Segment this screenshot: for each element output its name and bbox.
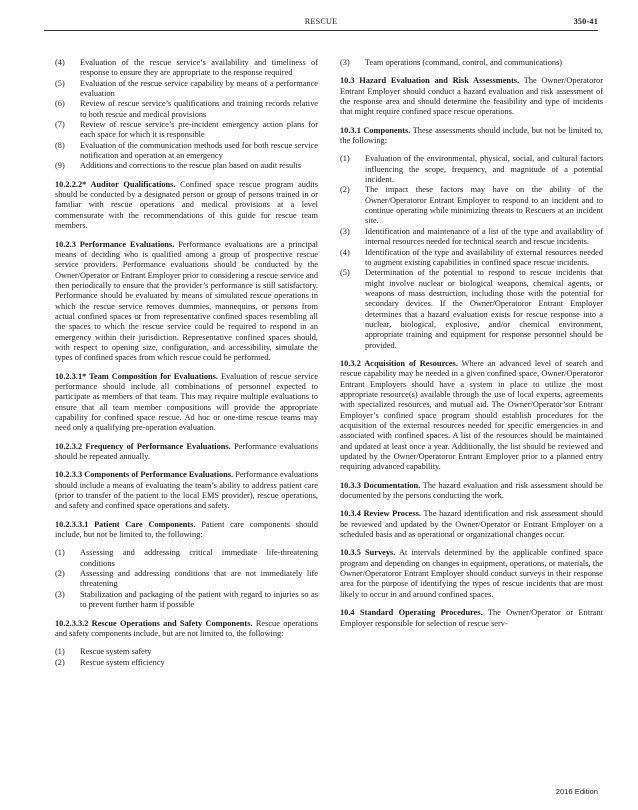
list-item-number: (5)	[340, 268, 350, 278]
list-item	[340, 248, 603, 269]
list-item	[55, 647, 318, 657]
list-item-number: (3)	[55, 589, 65, 599]
list-item-text: Identification of the type and availability of external resources needed to augment existing capabilities in confined space rescue incidents.	[365, 247, 603, 267]
list-item	[340, 185, 603, 226]
list-item-text: Stabilization and packaging of the patient with regard to injuries so as to prevent further harm if possible	[80, 589, 318, 610]
list-item	[55, 590, 318, 611]
list-item-number: (1)	[340, 154, 350, 164]
list-item	[55, 141, 318, 162]
page-number: 350-41	[573, 17, 598, 26]
list-item-text: Evaluation of the rescue service’s availability and timeliness of response to ensure they are appropriate to the response required	[80, 58, 318, 78]
section-10-2-3-2: 10.2.3.2 Frequency of Performance Evaluations. Performance evaluations should be repeated annually.	[55, 441, 319, 462]
list-item-number: (4)	[55, 58, 65, 67]
edition-footer: 2016 Edition	[555, 787, 598, 796]
section-10-3-2: 10.3.2 Acquisition of Resources. Where an advanced level of search and rescue capability may be needed in a given confined space, Owner/Operatoror Entrant Employers should have a system in place to utilize the most appropriate resource(s) available through the use of local experts, agreements with specialized resources, and mutual aid. The Owner/Operator’sor Entrant Employer’s confined space program should establish procedures for the acquisition of the external resources needed for specific emergencies in and associated with confined spaces. A list of the resources should be maintained and updated at least once a year. Additionally, the list should be reviewed and updated by the Owner/Operatoror Entrant Employer prior to a planned entry requiring advanced capability.	[340, 358, 603, 472]
page-header	[44, 17, 598, 31]
left-column	[55, 58, 318, 676]
list-item-number: (1)	[55, 548, 65, 558]
section-10-2-3-3-2: 10.2.3.3.2 Rescue Operations and Safety Components. Rescue operations and safety components include, but are not limited to, the following:	[55, 618, 318, 638]
list-item-text: Evaluation of the rescue service capability by means of a performance evaluation	[80, 78, 318, 99]
list-item	[55, 569, 318, 590]
list-item-number: (2)	[55, 657, 65, 667]
section-10-2-3-3: 10.2.3.3 Components of Performance Evaluations. Performance evaluations should include a means of evaluating the team’s ability to address patient care (prior to transfer of the patient to the local EMS provider), rescue operations, and safety and confined space operations and safety.	[55, 470, 318, 511]
list-item-text: Additions and corrections to the rescue plan based on audit results	[80, 161, 302, 171]
list-item-number: (6)	[55, 99, 65, 109]
list-item-number: (2)	[55, 569, 65, 579]
list-item-number: (4)	[340, 247, 350, 257]
list-item	[55, 58, 318, 79]
list-item-text: Rescue system safety	[80, 647, 152, 657]
patient-care-list	[55, 548, 318, 610]
list-item-text: Team operations (command, control, and communications)	[365, 58, 563, 67]
list-item-number: (1)	[55, 647, 65, 657]
list-item	[55, 161, 318, 171]
list-item	[340, 58, 603, 68]
header-rule	[44, 30, 598, 31]
list-item-text: Assessing and addressing critical immediate life-threatening conditions	[80, 548, 318, 568]
running-title: RESCUE	[304, 17, 338, 26]
list-item-text: Review of rescue service’s qualifications and training records relative to both rescue and medical provisions	[80, 99, 318, 119]
section-10-3-3: 10.3.3 Documentation. The hazard evaluation and risk assessment should be documented by the persons conducting the work.	[340, 480, 604, 501]
section-10-3-4: 10.3.4 Review Process. The hazard identification and risk assessment should be reviewed and updated by the Owner/Operator or Entrant Employer on a scheduled basis and as operational or organizational changes occur.	[340, 509, 603, 540]
section-10-2-3-3-1: 10.2.3.3.1 Patient Care Components. Patient care components should include, but not be limited to, the following:	[55, 519, 318, 540]
list-item-number: (5)	[55, 78, 65, 88]
audit-items-list	[55, 58, 318, 172]
list-item-text: Identification and maintenance of a list of the type and availability of internal resources needed for technical search and rescue incidents.	[365, 226, 603, 247]
list-item-text: Review of rescue service’s pre-incident emergency action plans for each space for which it is responsible	[80, 120, 318, 140]
list-item	[340, 227, 603, 248]
list-item-number: (2)	[340, 185, 350, 195]
list-item	[55, 120, 318, 141]
right-column	[340, 58, 603, 637]
list-item	[340, 268, 603, 351]
list-item	[55, 658, 318, 668]
list-item-text: The impact these factors may have on the ability of the Owner/Operatoror Entrant Employer to respond to an incident and to continue operating while minimizing threats to Rescuers at an incident site.	[365, 185, 603, 226]
list-item-number: (8)	[55, 140, 65, 150]
list-item	[340, 154, 603, 185]
section-10-3-1: 10.3.1 Components. These assessments should include, but not be limited to, the following:	[340, 125, 603, 146]
list-item-text: Determination of the potential to respond to rescue incidents that might involve nuclear or biological weapons, chemical agents, or weapons of mass destruction, including those with the potential for secondary devices. If the Owner/Operatoror Entrant Employer determines that a hazard evaluation exists for rescue response into a nuclear, biological, explosive, and/or chemical environment, appropriate training and equipment for response personnel should be provided.	[365, 268, 603, 350]
list-item-number: (9)	[55, 161, 65, 171]
list-item-text: Evaluation of the communication methods used for both rescue service notification and operation at an emergency	[80, 140, 318, 161]
section-10-3: 10.3 Hazard Evaluation and Risk Assessments. The Owner/Operatoror Entrant Employer should conduct a hazard evaluation and risk assessment of the response area and should determine the feasibility and type of incidents that might require confined space rescue operations.	[340, 76, 603, 117]
team-operations-list	[340, 58, 603, 68]
section-10-2-3-1: 10.2.3.1* Team Composition for Evaluations. Evaluation of rescue service performance should include all combinations of personnel expected to participate as members of that team. This may require multiple evaluations to ensure that all team member compositions will provide the appropriate capability for confined space rescue. Ad hoc or one-time rescue teams may need only a qualifying pre-operation evaluation.	[55, 371, 319, 433]
list-item-number: (3)	[340, 58, 350, 67]
list-item-text: Assessing and addressing conditions that are not immediately life threatening	[80, 569, 318, 589]
list-item-text: Evaluation of the environmental, physical, social, and cultural factors influencing the scope, frequency, and magnitude of a potential incident.	[365, 154, 603, 185]
list-item-text: Rescue system efficiency	[80, 657, 165, 667]
section-10-2-2-2: 10.2.2.2* Auditor Qualifications. Confined space rescue program audits should be conducted by a designated person or group of persons trained in or familiar with rescue operations and medical provisions at a level commensurate with the recommendations of this guide for rescue team members.	[55, 179, 319, 231]
list-item-number: (3)	[340, 226, 350, 236]
list-item	[55, 99, 318, 120]
list-item	[55, 548, 318, 569]
list-item-number: (7)	[55, 120, 65, 130]
section-10-2-3: 10.2.3 Performance Evaluations. Performance evaluations are a principal means of deciding who is qualified among a group of prospective rescue service providers. Performance evaluations should be conducted by the Owner/Operator or Entrant Employer prior to considering a rescue service and then periodically to ensure that the provider’s performance is still satisfactory. Performance should be evaluated by means of simulated rescue operations in which the rescue service removes dummies, mannequins, or persons from actual confined spaces or from representative confined spaces resembling all the spaces to which the rescue service could be required to respond in an emergency within their jurisdiction. Representative confined spaces should, with respect to opening size, configuration, and accessibility, simulate the types of confined spaces from which rescue could be performed.	[55, 239, 318, 363]
assessment-components-list	[340, 154, 603, 351]
list-item	[55, 79, 318, 100]
section-10-4: 10.4 Standard Operating Procedures. The Owner/Operator or Entrant Employer responsible for selection of rescue serv-	[340, 608, 603, 628]
rescue-operations-list	[55, 647, 318, 668]
section-10-3-5: 10.3.5 Surveys. At intervals determined by the applicable confined space program and depending on changes in equipment, operations, or materials, the Owner/Operatoror Entrant Employer should conduct surveys in their response area for the purpose of identifying the types of rescue incidents that are most likely to occur in and around confined spaces.	[340, 548, 604, 599]
